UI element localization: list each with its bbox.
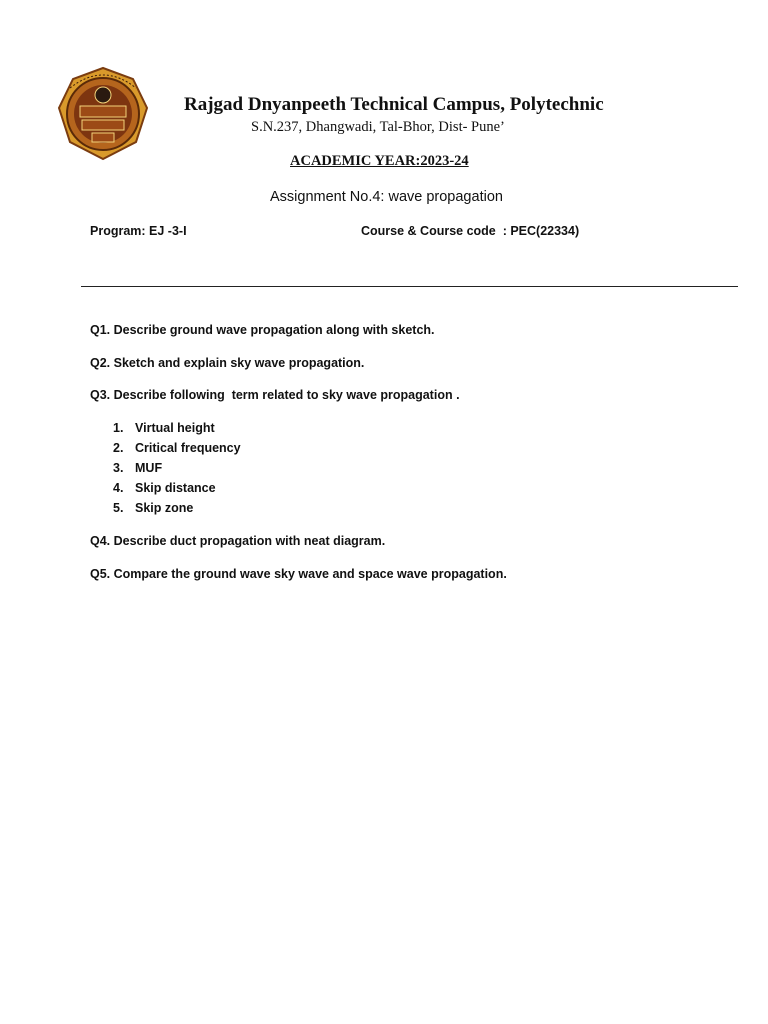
list-item [113, 421, 215, 435]
list-item [113, 481, 216, 495]
list-item-text: Skip distance [135, 481, 216, 495]
academic-year: ACADEMIC YEAR:2023-24 [290, 153, 469, 169]
list-item [113, 461, 162, 475]
list-item [113, 501, 193, 515]
list-item-text: Skip zone [135, 501, 194, 515]
list-item-number: 1. [113, 421, 124, 435]
question-3: Q3. Describe following term related to sky wave propagation . [90, 388, 460, 402]
list-item-text: Virtual height [135, 421, 215, 435]
program-label: Program: EJ -3-I [90, 224, 187, 238]
list-item-number: 2. [113, 441, 124, 455]
list-item-number: 5. [113, 501, 124, 515]
list-item-text: MUF [135, 461, 163, 475]
institute-name: Rajgad Dnyanpeeth Technical Campus, Polytechnic [184, 94, 604, 115]
list-item-number: 3. [113, 461, 124, 475]
question-1: Q1. Describe ground wave propagation along with sketch. [90, 323, 435, 337]
list-item-number: 4. [113, 481, 124, 495]
list-item [113, 441, 241, 455]
header-divider [81, 286, 738, 287]
college-logo-icon [56, 66, 150, 162]
question-4: Q4. Describe duct propagation with neat diagram. [90, 534, 386, 548]
assignment-title: Assignment No.4: wave propagation [270, 189, 503, 205]
question-5: Q5. Compare the ground wave sky wave and space wave propagation. [90, 567, 507, 581]
course-code-label: Course & Course code : PEC(22334) [361, 224, 580, 238]
institute-address: S.N.237, Dhangwadi, Tal-Bhor, Dist- Pune’ [251, 119, 505, 135]
list-item-text: Critical frequency [135, 441, 241, 455]
question-2: Q2. Sketch and explain sky wave propagation. [90, 356, 365, 370]
